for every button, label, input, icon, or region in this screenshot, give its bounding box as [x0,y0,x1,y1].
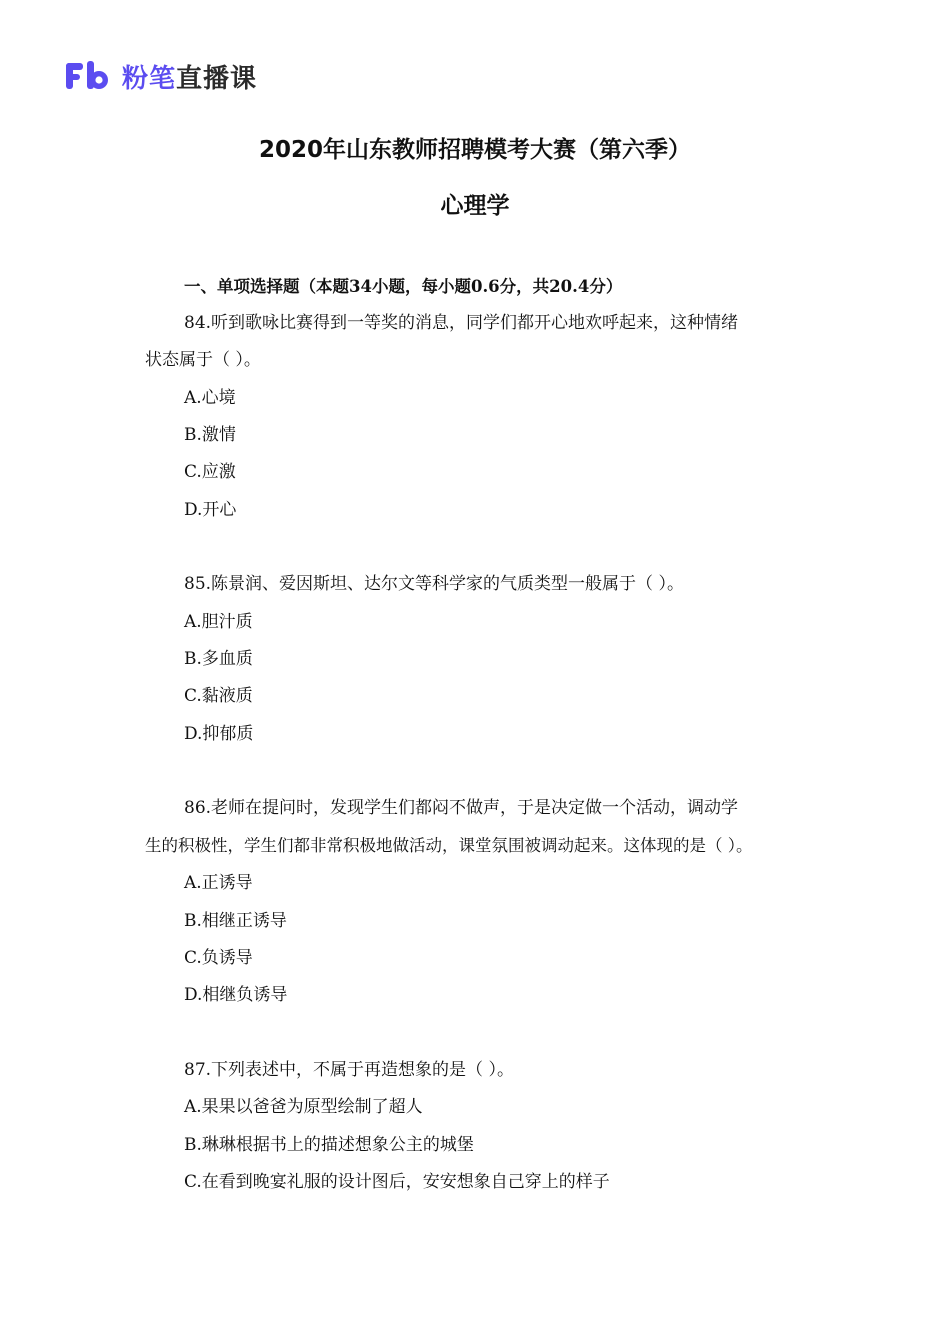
question-84-option-d: D.开心 [184,500,237,520]
document-subject: 心理学 [440,193,510,219]
question-86-stem-line-2: 生的积极性，学生们都非常积极地做活动，课堂氛围被调动起来。这体现的是（ ）。 [145,836,753,855]
question-87-stem-line-1: 87.下列表述中，不属于再造想象的是（ ）。 [184,1060,514,1080]
brand-logo [66,56,257,96]
question-86-option-b: B.相继正诱导 [184,911,287,931]
question-84-option-b: B.激情 [184,425,236,445]
question-86-option-a: A.正诱导 [184,873,253,893]
question-86-option-d: D.相继负诱导 [184,985,288,1005]
question-84-option-a: A.心境 [184,388,236,408]
question-84-stem-line-2: 状态属于（ ）。 [145,350,261,370]
question-85-stem-line-1: 85.陈景润、爱因斯坦、达尔文等科学家的气质类型一般属于（ ）。 [184,574,684,594]
brand-name: 粉笔 [122,63,177,94]
question-85-option-b: B.多血质 [184,649,253,669]
question-86-stem-line-1: 86.老师在提问时，发现学生们都闷不做声，于是决定做一个活动，调动学 [184,798,739,818]
brand-suffix: 直播课 [176,63,258,94]
question-84-stem-line-1: 84.听到歌咏比赛得到一等奖的消息，同学们都开心地欢呼起来，这种情绪 [184,313,739,333]
question-85-option-a: A.胆汁质 [184,612,253,632]
question-85-option-c: C.黏液质 [184,686,253,706]
question-86-option-c: C.负诱导 [184,948,253,968]
fb-logo-icon [66,59,110,93]
question-84-option-c: C.应激 [184,462,236,482]
document-title: 2020年山东教师招聘模考大赛（第六季） [258,137,691,163]
question-85-option-d: D.抑郁质 [184,724,254,744]
section-heading: 一、单项选择题（本题34小题，每小题0.6分，共20.4分） [184,277,623,296]
question-87-option-a: A.果果以爸爸为原型绘制了超人 [184,1097,423,1117]
question-87-option-c: C.在看到晚宴礼服的设计图后，安安想象自己穿上的样子 [184,1172,610,1192]
question-87-option-b: B.琳琳根据书上的描述想象公主的城堡 [184,1135,474,1155]
